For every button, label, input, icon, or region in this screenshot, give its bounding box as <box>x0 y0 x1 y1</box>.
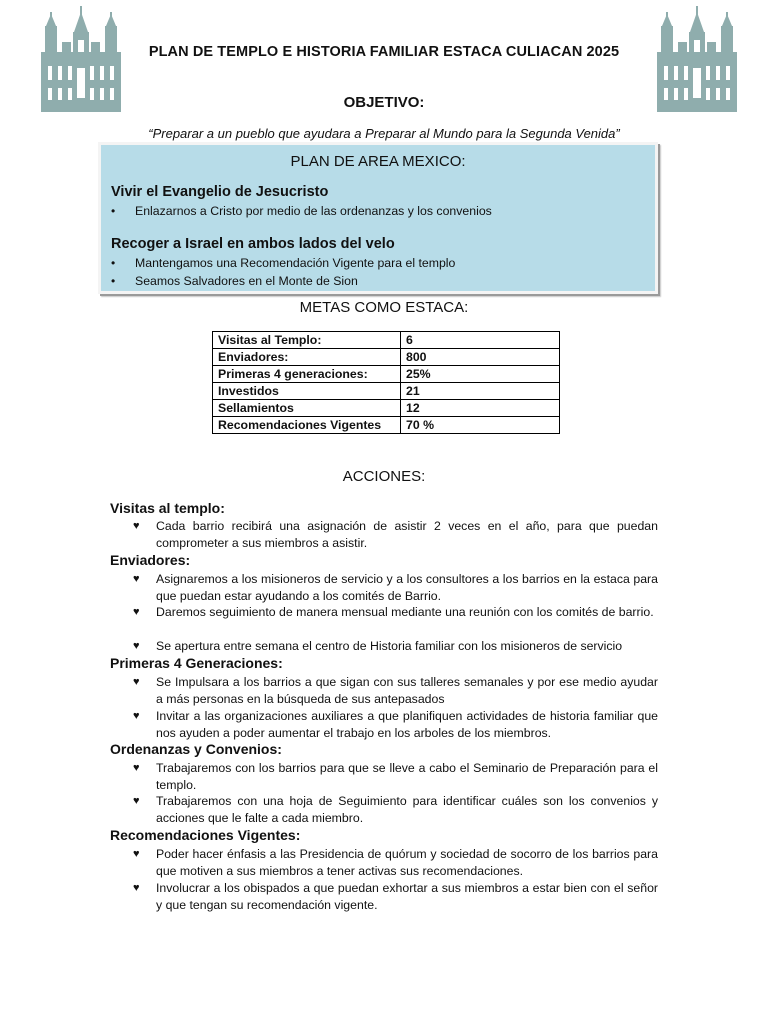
action-section-heading: Enviadores: <box>110 552 191 568</box>
action-list-item: ♥ Cada barrio recibirá una asignación de asistir 2 veces en el año, para que puedan comprometer a sus miembros a asistir. <box>133 519 658 550</box>
area-plan-title: PLAN DE AREA MEXICO: <box>290 153 466 170</box>
heart-bullet-icon: ♥ <box>133 676 140 688</box>
heart-bullet-icon: ♥ <box>133 795 140 807</box>
area-list-item: • Mantengamos una Recomendación Vigente para el templo <box>111 256 456 270</box>
action-list-item: ♥ Poder hacer énfasis a las Presidencia de quórum y sociedad de socorro de los barrios para que motiven a sus miembros a tener activas sus recomendaciones. <box>133 847 658 878</box>
action-section-heading: Primeras 4 Generaciones: <box>110 655 283 671</box>
goal-value: 6 <box>401 332 560 349</box>
action-list-item: ♥ Invitar a las organizaciones auxiliares a que planifiquen actividades de historia familiar que nos ayuden a poder aumentar el trabajo en los arboles de los miembros. <box>133 709 658 740</box>
objective-quote: “Preparar a un pueblo que ayudara a Preparar al Mundo para la Segunda Venida” <box>148 126 620 141</box>
action-list-item: ♥ Se apertura entre semana el centro de Historia familiar con los misioneros de servicio <box>133 639 623 653</box>
heart-bullet-icon: ♥ <box>133 710 140 722</box>
heart-bullet-icon: ♥ <box>133 640 140 652</box>
area-section-heading: Vivir el Evangelio de Jesucristo <box>111 184 329 200</box>
goal-label: Enviadores: <box>213 349 401 366</box>
goals-title: METAS COMO ESTACA: <box>299 299 469 316</box>
heart-bullet-icon: ♥ <box>133 573 140 585</box>
goal-value: 21 <box>401 383 560 400</box>
action-section-heading: Ordenanzas y Convenios: <box>110 741 282 757</box>
goal-value: 12 <box>401 400 560 417</box>
goals-table <box>212 331 560 434</box>
goal-value: 800 <box>401 349 560 366</box>
heart-bullet-icon: ♥ <box>133 848 140 860</box>
page-title: PLAN DE TEMPLO E HISTORIA FAMILIAR ESTACA CULIACAN 2025 <box>148 44 620 60</box>
objective-label: OBJETIVO: <box>343 94 425 111</box>
table-row <box>213 332 560 349</box>
area-plan-box <box>98 142 658 294</box>
goal-label: Primeras 4 generaciones: <box>213 366 401 383</box>
heart-bullet-icon: ♥ <box>133 762 140 774</box>
bullet-icon: • <box>111 256 116 270</box>
table-row <box>213 417 560 434</box>
action-list-item: ♥ Trabajaremos con una hoja de Seguimiento para identificar cuáles son los convenios y acciones que le falte a cada miembro. <box>133 794 658 825</box>
action-list-item: ♥ Involucrar a los obispados a que puedan exhortar a sus miembros a estar bien con el señor y que tengan su recomendación vigente. <box>133 881 658 912</box>
bullet-icon: • <box>111 274 116 288</box>
table-row <box>213 349 560 366</box>
area-list-item: • Enlazarnos a Cristo por medio de las ordenanzas y los convenios <box>111 204 492 218</box>
action-list-item: ♥ Daremos seguimiento de manera mensual mediante una reunión con los comités de barrio. <box>133 605 654 619</box>
actions-title: ACCIONES: <box>342 468 426 485</box>
action-list-item: ♥ Trabajaremos con los barrios para que se lleve a cabo el Seminario de Preparación para el templo. <box>133 761 658 792</box>
action-section-heading: Recomendaciones Vigentes: <box>110 827 301 843</box>
heart-bullet-icon: ♥ <box>133 882 140 894</box>
goal-value: 25% <box>401 366 560 383</box>
area-section-heading: Recoger a Israel en ambos lados del velo <box>111 236 395 252</box>
goal-label: Recomendaciones Vigentes <box>213 417 401 434</box>
table-row <box>213 366 560 383</box>
goal-label: Visitas al Templo: <box>213 332 401 349</box>
heart-bullet-icon: ♥ <box>133 606 140 618</box>
action-list-item: ♥ Asignaremos a los misioneros de servicio y a los consultores a los barrios en la estaca para que puedan estar ayudando a los comités de Barrio. <box>133 572 658 603</box>
action-list-item: ♥ Se Impulsara a los barrios a que sigan con sus talleres semanales y por ese medio ayudar a más personas en la búsqueda de sus antepasados <box>133 675 658 706</box>
heart-bullet-icon: ♥ <box>133 520 140 532</box>
bullet-icon: • <box>111 204 116 218</box>
goal-value: 70 % <box>401 417 560 434</box>
table-row <box>213 400 560 417</box>
area-list-item: • Seamos Salvadores en el Monte de Sion <box>111 274 358 288</box>
table-row <box>213 383 560 400</box>
goal-label: Sellamientos <box>213 400 401 417</box>
action-section-heading: Visitas al templo: <box>110 500 225 516</box>
goal-label: Investidos <box>213 383 401 400</box>
